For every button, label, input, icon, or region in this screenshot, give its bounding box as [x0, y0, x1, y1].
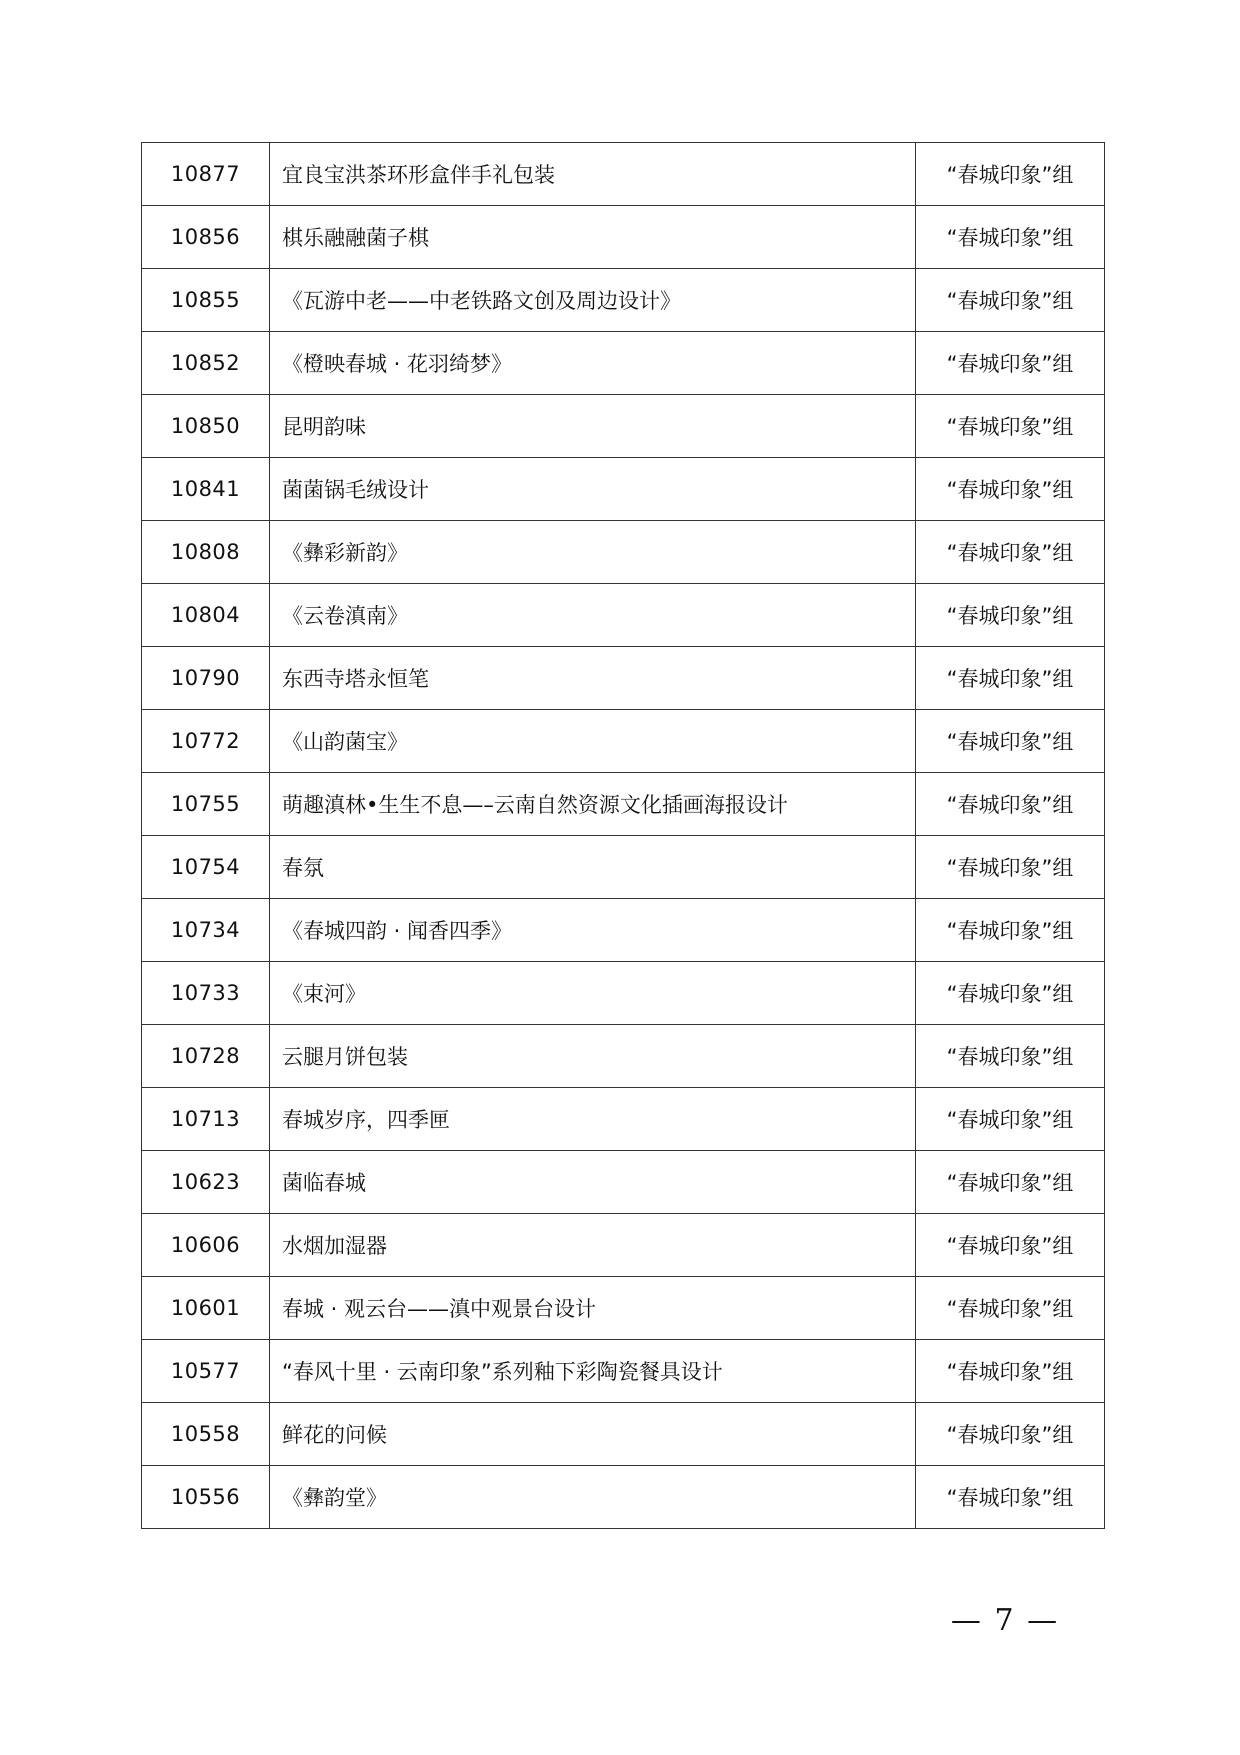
entry-id-cell: 10601: [142, 1277, 270, 1340]
entry-group-cell: “春城印象”组: [916, 332, 1105, 395]
entry-id-cell: 10841: [142, 458, 270, 521]
table-row: [142, 458, 1105, 521]
entry-group-cell: “春城印象”组: [916, 521, 1105, 584]
table-row: [142, 1340, 1105, 1403]
entry-group-cell: “春城印象”组: [916, 647, 1105, 710]
table-row: [142, 269, 1105, 332]
entry-group-cell: “春城印象”组: [916, 1340, 1105, 1403]
table-row: [142, 710, 1105, 773]
entry-group-cell: “春城印象”组: [916, 395, 1105, 458]
entry-id-cell: 10850: [142, 395, 270, 458]
entry-group-cell: “春城印象”组: [916, 584, 1105, 647]
entry-title-cell: 《瓦游中老——中老铁路文创及周边设计》: [270, 269, 916, 332]
table-row: [142, 521, 1105, 584]
table-row: [142, 584, 1105, 647]
entry-title-cell: 《山韵菌宝》: [270, 710, 916, 773]
entry-id-cell: 10556: [142, 1466, 270, 1529]
entry-id-cell: 10856: [142, 206, 270, 269]
entry-group-cell: “春城印象”组: [916, 143, 1105, 206]
table-row: [142, 206, 1105, 269]
entry-group-cell: “春城印象”组: [916, 836, 1105, 899]
entry-title-cell: 菌菌锅毛绒设计: [270, 458, 916, 521]
entry-id-cell: 10804: [142, 584, 270, 647]
entry-title-cell: 《云卷滇南》: [270, 584, 916, 647]
table-row: [142, 1151, 1105, 1214]
entry-id-cell: 10772: [142, 710, 270, 773]
table-row: [142, 962, 1105, 1025]
table-row: [142, 1214, 1105, 1277]
table-row: [142, 1277, 1105, 1340]
table-row: [142, 143, 1105, 206]
table-row: [142, 1025, 1105, 1088]
entry-id-cell: 10558: [142, 1403, 270, 1466]
entry-title-cell: 宜良宝洪茶环形盒伴手礼包装: [270, 143, 916, 206]
table-body: [142, 143, 1105, 1529]
entry-title-cell: 春城 · 观云台——滇中观景台设计: [270, 1277, 916, 1340]
entry-group-cell: “春城印象”组: [916, 1277, 1105, 1340]
entry-id-cell: 10734: [142, 899, 270, 962]
entry-group-cell: “春城印象”组: [916, 1214, 1105, 1277]
entry-id-cell: 10577: [142, 1340, 270, 1403]
entry-group-cell: “春城印象”组: [916, 458, 1105, 521]
entry-group-cell: “春城印象”组: [916, 773, 1105, 836]
table-row: [142, 773, 1105, 836]
page-number: — 7 —: [950, 1603, 1060, 1638]
entry-group-cell: “春城印象”组: [916, 1088, 1105, 1151]
table-row: [142, 1466, 1105, 1529]
entry-group-cell: “春城印象”组: [916, 962, 1105, 1025]
entry-title-cell: 棋乐融融菌子棋: [270, 206, 916, 269]
entry-title-cell: 菌临春城: [270, 1151, 916, 1214]
entry-title-cell: 《彝韵堂》: [270, 1466, 916, 1529]
entry-title-cell: 昆明韵味: [270, 395, 916, 458]
entry-group-cell: “春城印象”组: [916, 1151, 1105, 1214]
entry-id-cell: 10755: [142, 773, 270, 836]
entry-id-cell: 10728: [142, 1025, 270, 1088]
table-row: [142, 332, 1105, 395]
table-row: [142, 1403, 1105, 1466]
entry-title-cell: 云腿月饼包装: [270, 1025, 916, 1088]
entry-group-cell: “春城印象”组: [916, 899, 1105, 962]
entry-title-cell: 东西寺塔永恒笔: [270, 647, 916, 710]
entry-id-cell: 10623: [142, 1151, 270, 1214]
entry-id-cell: 10877: [142, 143, 270, 206]
table-row: [142, 899, 1105, 962]
entry-title-cell: 萌趣滇林•生生不息—–云南自然资源文化插画海报设计: [270, 773, 916, 836]
entry-title-cell: 《彝彩新韵》: [270, 521, 916, 584]
entries-table: [141, 142, 1105, 1529]
entry-title-cell: 春氛: [270, 836, 916, 899]
table-row: [142, 395, 1105, 458]
table-row: [142, 1088, 1105, 1151]
entry-group-cell: “春城印象”组: [916, 1025, 1105, 1088]
entry-title-cell: 《束河》: [270, 962, 916, 1025]
entry-title-cell: “春风十里 · 云南印象”系列釉下彩陶瓷餐具设计: [270, 1340, 916, 1403]
entry-title-cell: 春城岁序，四季匣: [270, 1088, 916, 1151]
entry-id-cell: 10790: [142, 647, 270, 710]
entry-id-cell: 10606: [142, 1214, 270, 1277]
entry-group-cell: “春城印象”组: [916, 710, 1105, 773]
entry-id-cell: 10808: [142, 521, 270, 584]
entry-title-cell: 《橙映春城 · 花羽绮梦》: [270, 332, 916, 395]
table-row: [142, 647, 1105, 710]
entry-title-cell: 鲜花的问候: [270, 1403, 916, 1466]
entry-id-cell: 10852: [142, 332, 270, 395]
entry-group-cell: “春城印象”组: [916, 206, 1105, 269]
entry-title-cell: 水烟加湿器: [270, 1214, 916, 1277]
entry-group-cell: “春城印象”组: [916, 269, 1105, 332]
entry-id-cell: 10733: [142, 962, 270, 1025]
entry-group-cell: “春城印象”组: [916, 1403, 1105, 1466]
entry-id-cell: 10855: [142, 269, 270, 332]
table-row: [142, 836, 1105, 899]
entry-id-cell: 10754: [142, 836, 270, 899]
entry-group-cell: “春城印象”组: [916, 1466, 1105, 1529]
entry-id-cell: 10713: [142, 1088, 270, 1151]
entry-title-cell: 《春城四韵 · 闻香四季》: [270, 899, 916, 962]
